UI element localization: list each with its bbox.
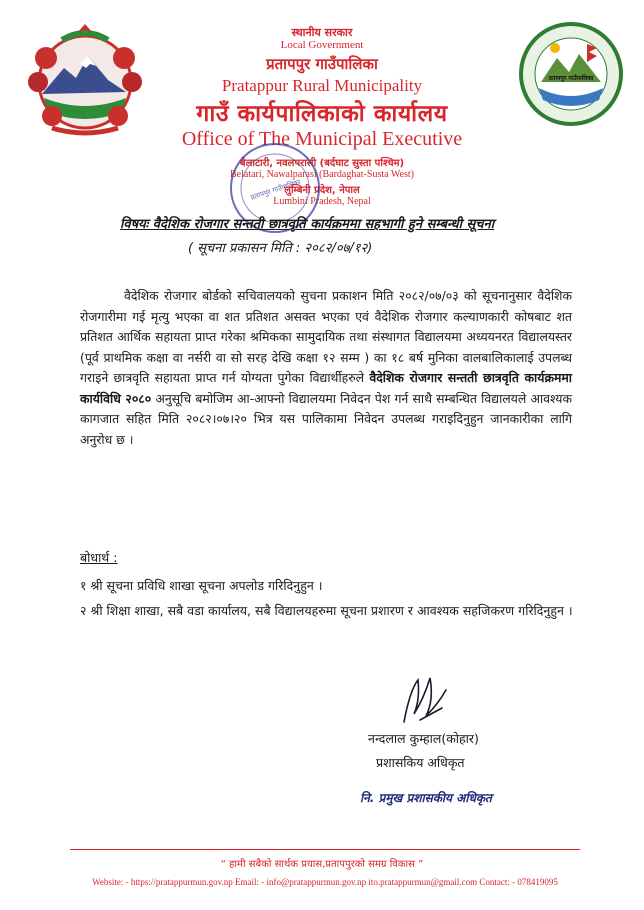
notice-body (80, 286, 572, 450)
province-np: लुम्बिनी प्रदेश, नेपाल (284, 185, 360, 196)
address-np: बेलाटारी, नवलपरासी (बर्दघाट सुस्ता पश्चिम) (239, 158, 405, 169)
notice-body-part1: वैदेशिक रोजगार बोर्डको सचिवालयको सुचना प्रकाशन मिति २०८२/०७/०३ को सूचनानुसार वैदेशिक रोजगारीमा गई मृत्यु भएका वा शत प्रतिशत असक्त भएका एवं वैदेशिक रोजगार कल्याणकारी कोषबाट शत प्रतिशत आर्थिक सहायता प्राप्त गरेका श्रमिकका सामुदायिक तथा संस्थागत विद्यालयमा अध्ययनरत विद्यालयस्तर (पूर्व प्राथमिक कक्षा वा नर्सरी वा सो सरह देखि कक्षा १२ सम्म ) का १८ बर्ष मुनिका वालबालिकालाई उपलब्ध गराइने छात्रवृति सहायता प्राप्त गर्न योग्यता पुगेका विद्यार्थीहरुले (80, 288, 572, 385)
signatory-stamp: नि. प्रमुख प्रशासकीय अधिकृत (360, 791, 492, 805)
municipality-name-en: Pratappur Rural Municipality (221, 76, 423, 95)
notice-subject: विषयः वैदेशिक रोजगार सन्तती छात्रवृति कार्यक्रममा सहभागी हुने सम्बन्धी सूचना (120, 217, 495, 232)
local-government-label-en: Local Government (280, 39, 364, 51)
cc-item: १ श्री सूचना प्रविधि शाखा सूचना अपलोड गरिदिनुहुन । (80, 578, 323, 593)
publication-date: ( सूचना प्रकासन मिति : २०८२/०७/१२) (188, 241, 373, 256)
footer-slogan: “ हामी सबैको सार्थक प्रयास,प्रतापपुरको समग्र विकास ” (220, 859, 424, 870)
notice-body-bold: वैदेशिक रोजगार सन्तती छात्रवृति कार्यक्रममा कार्यविधि २०८० (80, 370, 572, 406)
signatory-name: नन्दलाल कुम्हाल(कोहार) (368, 731, 479, 746)
nepal-emblem-logo (22, 20, 148, 140)
location-en: Lumbini Pradesh, Nepal (273, 196, 371, 207)
handwritten-signature (390, 670, 460, 728)
footer-divider (70, 849, 580, 850)
office-title-en: Office of The Municipal Executive (181, 128, 463, 150)
footer-contact: Website: - https://pratappurmun.gov.np Email: - info@pratappurmun.gov.np ito.pratappurmun@gmail.com Contact: - 078419095 (92, 877, 558, 887)
municipality-name-np: प्रतापपुर गाउँपालिका (266, 55, 378, 73)
signatory-title: प्रशासकिय अधिकृत (376, 755, 465, 770)
local-government-label-np: स्थानीय सरकार (291, 26, 353, 39)
cc-item: २ श्री शिक्षा शाखा, सबै वडा कार्यालय, सबै विद्यालयहरुमा सूचना प्रशारण र आवश्यक सहजिकरण गरिदिनुहुन । (80, 603, 573, 618)
notice-body-part2: अनुसूचि बमोजिम आ-आफ्नो विद्यालयमा निवेदन पेश गर्न साथै सम्बन्धित विद्यालयले आवश्यक कागजात सहित मिति २०८२।०७।२० भित्र यस पालिकामा निवेदन उपलब्ध गराइदिनुहुन जानकारीका लागि अनुरोध छ । (80, 390, 572, 447)
municipality-logo (517, 18, 625, 130)
right-logo-text: प्रतापपुर गाउँपालिका (548, 75, 594, 82)
address-en: Belatari, Nawalparasi (Bardaghat-Susta West) (230, 169, 414, 180)
cc-heading: बोधार्थ : (80, 550, 118, 565)
stamp-text: प्रतापपुर गाउँपालिका (249, 178, 302, 202)
office-title-np: गाउँ कार्यपालिकाको कार्यालय (196, 101, 448, 127)
